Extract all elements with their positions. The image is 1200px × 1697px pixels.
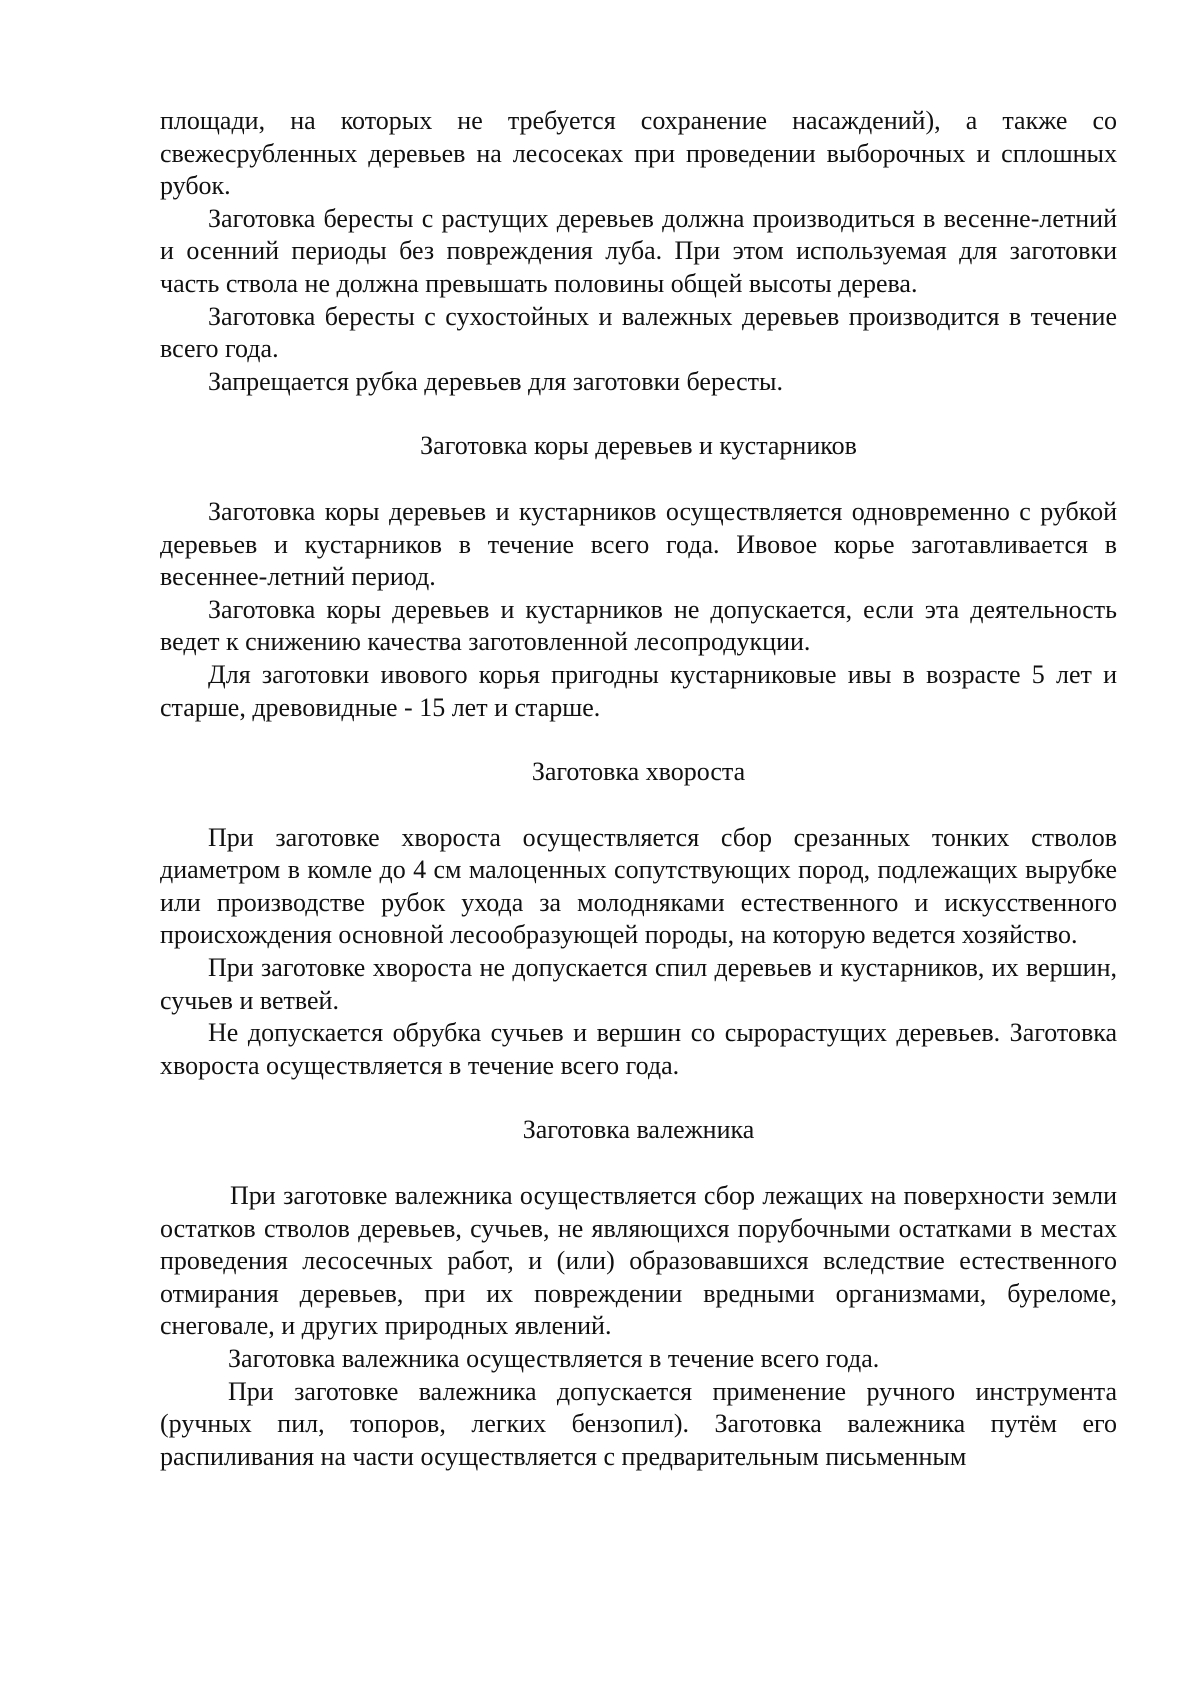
section-heading-brushwood: Заготовка хвороста bbox=[531, 757, 746, 787]
paragraph-brushwood-2: При заготовке хвороста не допускается спил деревьев и кустарников, их вершин, сучьев и ветвей. bbox=[160, 953, 1117, 1015]
section-heading-deadwood: Заготовка валежника bbox=[522, 1115, 755, 1145]
paragraph-deadwood-1: При заготовке валежника осуществляется сбор лежащих на поверхности земли остатков стволов деревьев, сучьев, не являющихся порубочными остатками в местах проведения лесосечных работ, и (или) образовавшихся вследствие естественного отмирания деревьев, при их повреждении вредными организмами, буреломе, снеговале, и других природных явлений. bbox=[160, 1181, 1117, 1341]
paragraph-brushwood-3: Не допускается обрубка сучьев и вершин со сырорастущих деревьев. Заготовка хвороста осуществляется в течение всего года. bbox=[160, 1018, 1117, 1080]
paragraph-intro-continuation: площади, на которых не требуется сохранение насаждений), а также со свежесрубленных деревьев на лесосеках при проведении выборочных и сплошных рубок. bbox=[160, 106, 1117, 201]
paragraph-deadwood-2: Заготовка валежника осуществляется в течение всего года. bbox=[228, 1344, 880, 1373]
paragraph-birch-bark-growing: Заготовка бересты с растущих деревьев должна производиться в весенне-летний и осенний периоды без повреждения луба. При этом используемая для заготовки часть ствола не должна превышать половины общей высоты дерева. bbox=[160, 203, 1117, 298]
paragraph-brushwood-1: При заготовке хвороста осуществляется сбор срезанных тонких стволов диаметром в комле до 4 см малоценных сопутствующих пород, подлежащих вырубке или производстве рубок ухода за молодняками естественного и искусственного происхождения основной лесообразующей породы, на которую ведется хозяйство. bbox=[160, 822, 1117, 950]
paragraph-bark-3: Для заготовки ивового корья пригодны кустарниковые ивы в возрасте 5 лет и старше, древовидные - 15 лет и старше. bbox=[160, 659, 1117, 722]
section-heading-bark: Заготовка коры деревьев и кустарников bbox=[420, 431, 857, 461]
paragraph-birch-bark-prohibition: Запрещается рубка деревьев для заготовки бересты. bbox=[208, 366, 784, 396]
paragraph-deadwood-3: При заготовке валежника допускается применение ручного инструмента (ручных пил, топоров, легких бензопил). Заготовка валежника путём его распиливания на части осуществляется с предварительным письменным bbox=[160, 1376, 1117, 1471]
paragraph-bark-2: Заготовка коры деревьев и кустарников не допускается, если эта деятельность ведет к снижению качества заготовленной лесопродукции. bbox=[160, 594, 1117, 657]
paragraph-birch-bark-deadwood: Заготовка бересты с сухостойных и валежных деревьев производится в течение всего года. bbox=[160, 301, 1117, 364]
paragraph-bark-1: Заготовка коры деревьев и кустарников осуществляется одновременно с рубкой деревьев и кустарников в течение всего года. Ивовое корье заготавливается в весеннее-летний период. bbox=[160, 496, 1117, 592]
document-page bbox=[160, 105, 1117, 1473]
